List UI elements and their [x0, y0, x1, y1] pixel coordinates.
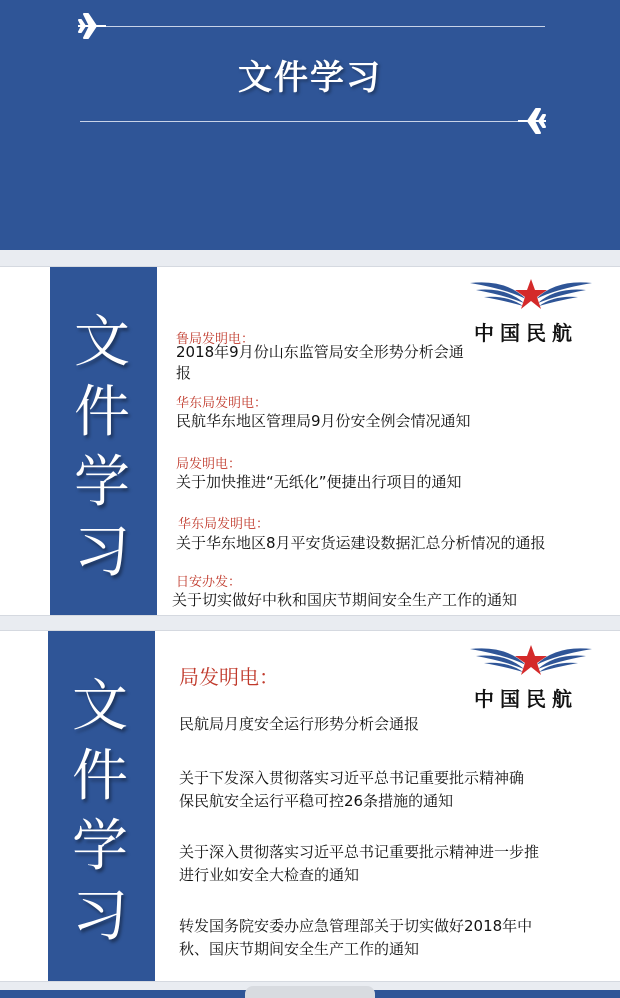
list-item[interactable]: 关于加快推进“无纸化”便捷出行项目的通知	[176, 473, 462, 491]
sidebar-char: 件	[72, 744, 128, 809]
title-slide	[0, 0, 620, 250]
list-item[interactable]: 关于切实做好中秋和国庆节期间安全生产工作的通知	[172, 591, 518, 609]
sidebar-char: 文	[74, 310, 130, 375]
sidebar-char: 学	[74, 450, 130, 515]
sidebar-char: 学	[72, 814, 128, 879]
scroll-handle[interactable]	[245, 986, 375, 998]
list-item[interactable]: 2018年9月份山东监管局安全形势分析会通 报	[176, 343, 464, 382]
airplane-icon	[516, 106, 548, 136]
airplane-icon	[76, 11, 108, 41]
sidebar-char: 文	[72, 674, 128, 739]
sidebar-char: 习	[74, 520, 130, 585]
item-source: 鲁局发明电：	[176, 332, 255, 347]
sidebar-panel	[50, 267, 157, 615]
list-item[interactable]: 民航华东地区管理局9月份安全例会情况通知	[176, 412, 471, 430]
sidebar-char: 件	[74, 380, 130, 445]
list-item[interactable]: 民航局月度安全运行形势分析会通报	[179, 715, 420, 733]
content-slide-1	[0, 266, 620, 616]
list-item[interactable]: 关于华东地区8月平安货运建设数据汇总分析情况的通报	[176, 534, 546, 552]
caac-emblem-icon	[466, 275, 596, 317]
sidebar-panel	[48, 631, 155, 981]
list-item[interactable]: 关于下发深入贯彻落实习近平总书记重要批示精神确 保民航安全运行平稳可控26条措施的通知	[179, 769, 525, 810]
page-title: 文件学习	[238, 58, 382, 98]
list-item[interactable]: 关于深入贯彻落实习近平总书记重要批示精神进一步推 进行业如安全大检查的通知	[179, 843, 540, 884]
logo-text: 中国民航	[474, 687, 578, 711]
list-item[interactable]: 转发国务院安委办应急管理部关于切实做好2018年中 秋、国庆节期间安全生产工作的通知	[179, 917, 533, 958]
caac-emblem-icon	[466, 641, 596, 683]
divider-bottom	[80, 121, 520, 122]
item-source: 华东局发明电：	[176, 396, 268, 411]
item-source: 华东局发明电：	[178, 517, 270, 532]
divider-top	[100, 26, 545, 27]
caac-logo	[466, 275, 596, 343]
sidebar-char: 习	[72, 884, 128, 949]
item-source: 局发明电：	[176, 457, 242, 472]
logo-text: 中国民航	[474, 321, 578, 345]
item-source: 局发明电：	[179, 665, 279, 689]
content-slide-2	[0, 630, 620, 982]
caac-logo	[466, 641, 596, 709]
item-source: 日安办发：	[176, 575, 242, 590]
